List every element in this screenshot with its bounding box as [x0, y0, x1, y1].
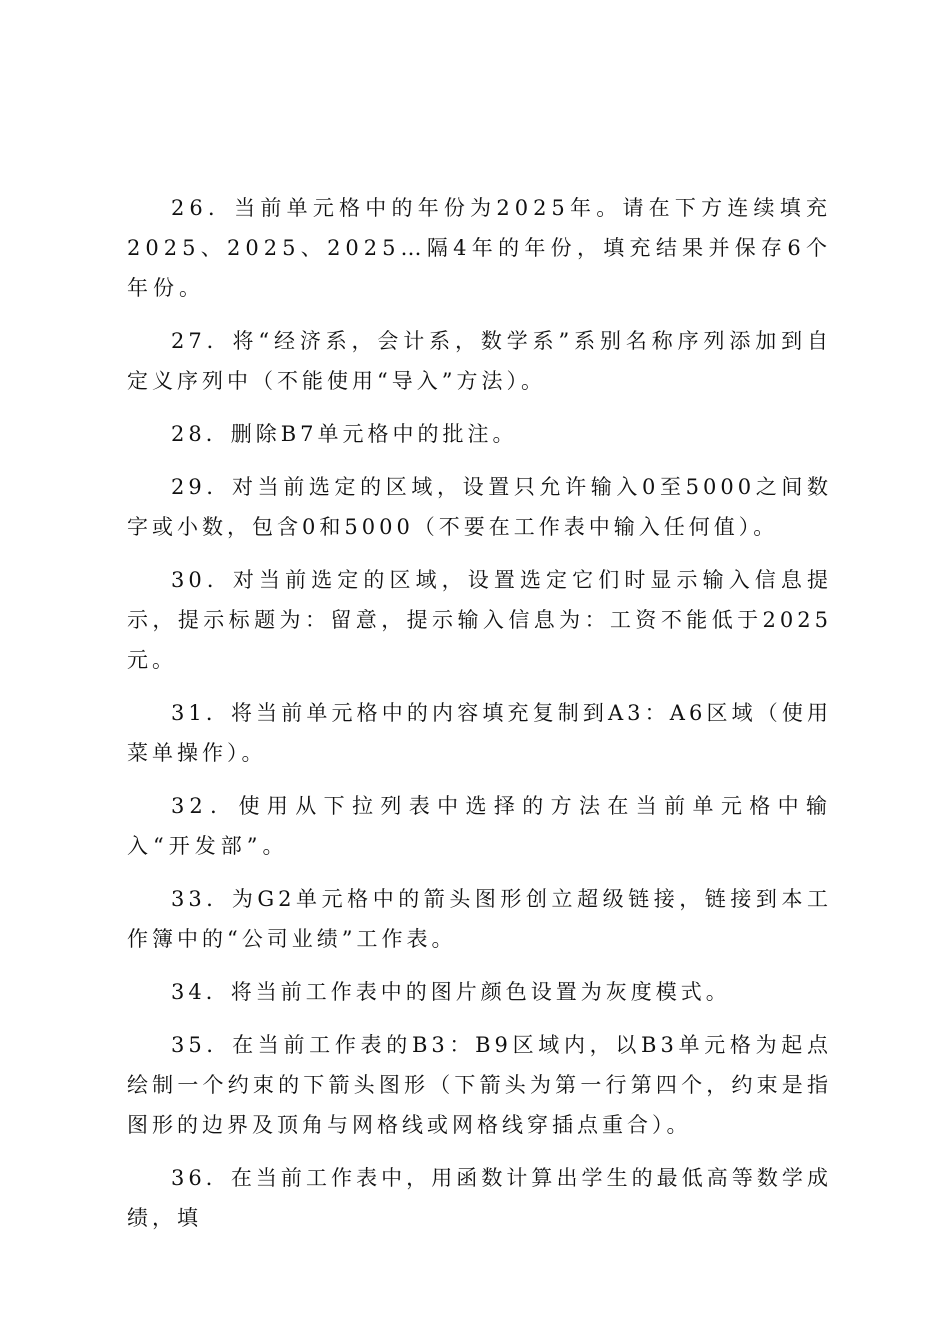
question-32: 32．使用从下拉列表中选择的方法在当前单元格中输入“开发部”。: [127, 794, 832, 858]
question-31: 31．将当前单元格中的内容填充复制到A3：A6区域（使用菜单操作）。: [127, 701, 832, 765]
question-30: 30．对当前选定的区域，设置选定它们时显示输入信息提示，提示标题为：留意，提示输入信息为：工资不能低于2025元。: [127, 568, 832, 672]
question-34: 34．将当前工作表中的图片颜色设置为灰度模式。: [171, 980, 731, 1004]
question-35: 35．在当前工作表的B3：B9区域内，以B3单元格为起点绘制一个约束的下箭头图形（下箭头为第一行第四个，约束是指图形的边界及顶角与网格线或网格线穿插点重合）。: [127, 1033, 832, 1137]
question-36: 36．在当前工作表中，用函数计算出学生的最低高等数学成绩，填: [127, 1166, 832, 1230]
question-27: 27．将“经济系，会计系，数学系”系别名称序列添加到自定义序列中（不能使用“导入”方法）。: [127, 329, 832, 393]
question-list: [127, 188, 832, 1251]
question-26: 26．当前单元格中的年份为2025年。请在下方连续填充2025、2025、2025…隔4年的年份，填充结果并保存6个年份。: [127, 196, 832, 300]
question-29: 29．对当前选定的区域，设置只允许输入0至5000之间数字或小数，包含0和5000（不要在工作表中输入任何值）。: [127, 475, 832, 539]
question-33: 33．为G2单元格中的箭头图形创立超级链接，链接到本工作簿中的“公司业绩”工作表。: [127, 887, 832, 951]
question-28: 28．删除B7单元格中的批注。: [171, 422, 518, 446]
